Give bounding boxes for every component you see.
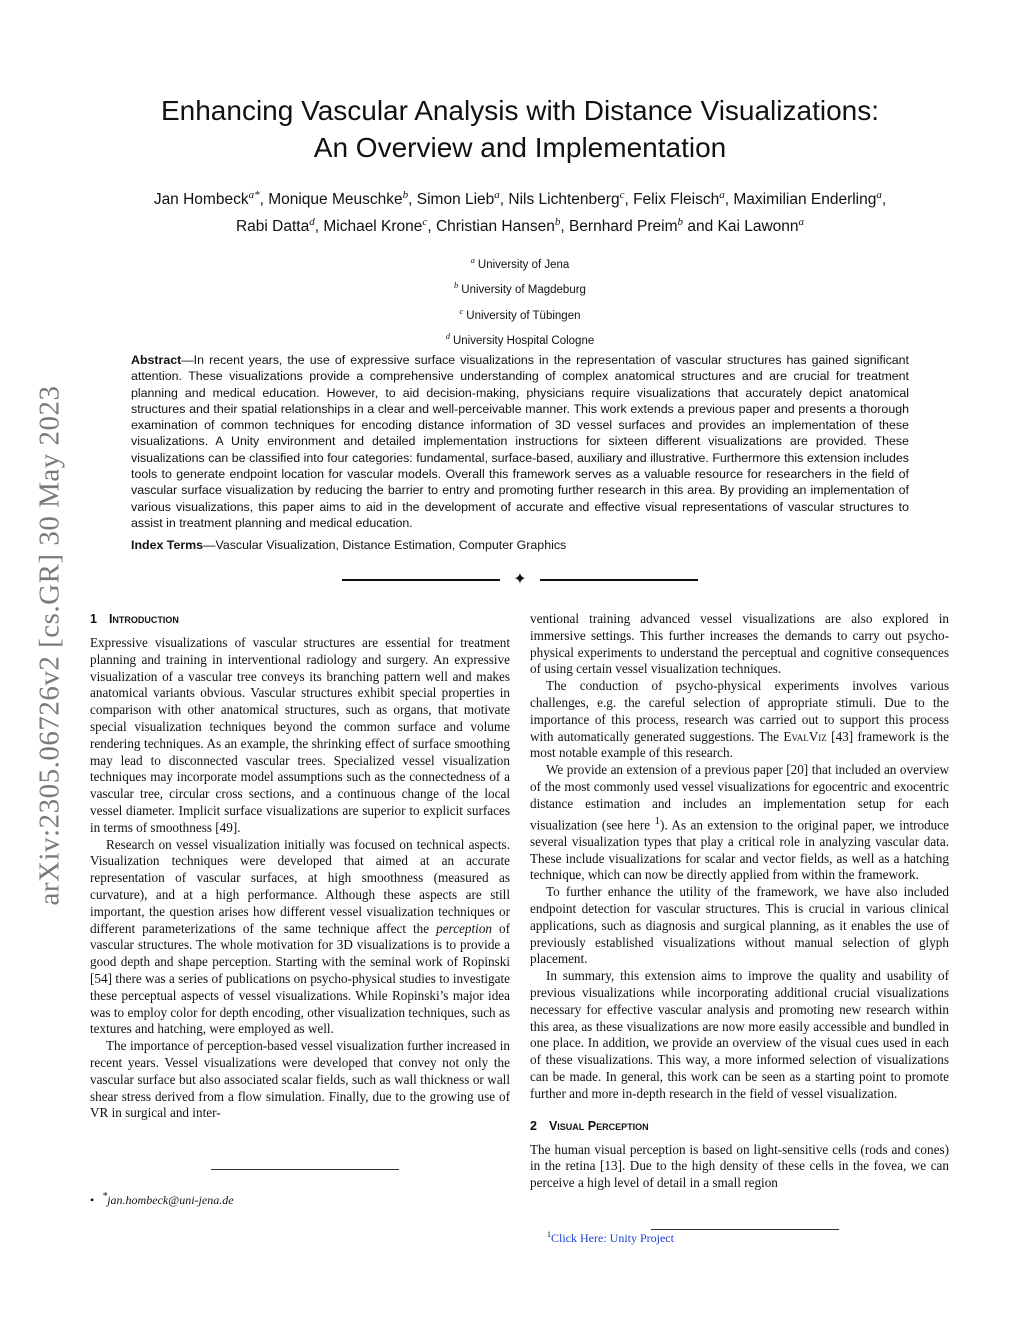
author-name: Maximilian Enderling bbox=[733, 191, 877, 209]
footnote-rule bbox=[211, 1169, 399, 1170]
affiliation bbox=[320, 250, 720, 275]
index-terms-label: Index Terms bbox=[131, 538, 204, 552]
author-name: Kai Lawonn bbox=[717, 218, 799, 236]
affiliation-mark: d bbox=[445, 330, 450, 341]
author-name: Simon Lieb bbox=[416, 191, 495, 209]
author-name: Christian Hansen bbox=[435, 218, 555, 236]
author-name: Nils Lichtenberg bbox=[508, 191, 620, 209]
author-affil-mark: a bbox=[876, 189, 882, 201]
author-name: Bernhard Preim bbox=[568, 218, 678, 236]
paragraph: The human visual perception is based on light-sensitive cells (rods and cones) in the retina [13]. Due to the high density of these cells in the fovea, we can perceive a high level of detail in a small region bbox=[530, 1141, 949, 1191]
emphasis: perception bbox=[436, 920, 493, 936]
footnote-email bbox=[90, 1191, 234, 1208]
section-heading-visual-perception bbox=[530, 1118, 949, 1134]
text-run: ). As an extension to the original paper, we introduce several visualization types that play a critical role in analyzing vascular data. These include visualizations for scalar and vector fields, as well as a hatching technique, which can now be directly applied from within the framework. bbox=[530, 816, 949, 883]
author-sep: , bbox=[408, 191, 417, 209]
text-run: We provide an extension of a previous paper [20] that included an overview of the most commonly used vessel visualizations for egocentric and exocentric distance estimation and includes an implementation setup for each visualization (see here bbox=[530, 762, 949, 832]
text-run: Research on vessel visualization initially was focused on technical aspects. Visualization techniques were developed that aimed at an accurate representation of vascular surfaces, at high smoothness (measured as curvature), and at a high performance. Although these aspects are still important, the question arises how different vessel visualization techniques or different parameterizations of the same technique affect the bbox=[90, 836, 510, 936]
divider-line-right bbox=[540, 579, 698, 581]
affiliation-mark: b bbox=[454, 280, 459, 291]
author-affil-mark: c bbox=[619, 189, 625, 201]
author-sep: and bbox=[683, 218, 718, 236]
paragraph: To further enhance the utility of the framework, we have also included endpoint detection for vascular structures. This is crucial in various clinical applications, such as diagnosis and surgical planning, as it enables the use of previously established visualizations without manual selection of glyph placement. bbox=[530, 884, 949, 967]
paragraph: The importance of perception-based vessel visualization further increased in recent years. Vessel visualizations were developed that convey not only the vascular surface but also associated scalar fields, such as wall thickness or wall shear stress derived from a flow simulation. Finally, due to the growing use of VR in surgical and inter- bbox=[90, 1038, 510, 1121]
arxiv-identifier-stamp bbox=[30, 345, 70, 945]
author-affil-mark: d bbox=[309, 216, 315, 229]
paragraph: Expressive visualizations of vascular structures are essential for treatment planning and training in interventional radiology and surgery. An expressive visualization of a vascular tree conveys its branching pattern well and makes anatomical variants obvious. Vascular structures exhibit special properties in comparison with other anatomical structures, such as organs, that motivate special visualization techniques beyond the common surface and volume rendering techniques. As an example, the shrinking effect of surface smoothing may lead to disconnected vascular trees. Specialized vessel visualization techniques may incorporate model assumptions such as the connectedness of a vascular tree, circular cross sections, and a continuous change of the local vessel diameter. Implicit surface visualizations are superior to explicit surfaces in terms of smoothness [49]. bbox=[90, 635, 510, 835]
text-run: The conduction of psycho-physical experiments involves various challenges, e.g. the careful selection of appropriate stimuli. Due to the importance of this process, research was carried out to support this process with automatically generated suggestions. The bbox=[530, 678, 949, 744]
author-affil-mark: b bbox=[554, 216, 561, 229]
author-name: Jan Hombeck bbox=[153, 191, 249, 209]
author-affil-mark: a bbox=[494, 189, 500, 201]
author-email[interactable]: jan.hombeck@uni-jena.de bbox=[107, 1193, 234, 1207]
footnote-mark: 1 bbox=[547, 1230, 551, 1239]
text-run: of vascular structures. The whole motivation for 3D visualizations is to provide a good depth and shape perception. Starting with the seminal work of Ropinski [54] there was a series of publications on psycho-physical studies to investigate these perceptual aspects of vessel visualizations. While Ropinski’s major idea was to employ color for depth encoding, other visualization techniques, such as textures and hatching, were employed as well. bbox=[90, 920, 510, 1037]
footnote-link bbox=[547, 1230, 674, 1246]
unity-project-link[interactable]: Click Here: Unity Project bbox=[551, 1231, 674, 1245]
text-run: [43] framework is the most notable example of this research. bbox=[530, 728, 949, 761]
author-sep: , bbox=[314, 218, 324, 236]
affiliation-name: University of Jena bbox=[477, 258, 570, 271]
author-name: Michael Krone bbox=[323, 218, 423, 236]
arxiv-stamp-text: arXiv:2305.06726v2 [cs.GR] 30 May 2023 bbox=[33, 384, 66, 906]
author-name: Felix Fleisch bbox=[633, 191, 720, 209]
affiliation bbox=[320, 301, 720, 326]
footnote-rule bbox=[651, 1229, 839, 1230]
author-affil-mark: c bbox=[422, 216, 428, 229]
author-sep: , bbox=[499, 191, 509, 209]
affiliation-mark: a bbox=[470, 255, 475, 265]
abstract-label: Abstract bbox=[131, 353, 182, 367]
abstract bbox=[131, 352, 909, 531]
affiliation-mark: c bbox=[459, 305, 464, 316]
title-line-1: Enhancing Vascular Analysis with Distance Visualizations: bbox=[160, 95, 879, 126]
section-number: 2 bbox=[530, 1118, 537, 1133]
author-sep: , bbox=[427, 218, 436, 236]
paragraph: In summary, this extension aims to improve the quality and usability of previous visualizations while incorporating additional crucial visualizations necessary for effective vascular analysis and promoting new research within this area, as these visualizations are now more easily accessible and bundled in one place. In addition, we provide an overview of the visual cues used in each of these visualizations. This way, a more informed selection of visualizations can be made. In general, this work can be seen as a starting point to promote further and more in-depth research in the field of vessel visualization. bbox=[530, 968, 949, 1101]
right-column bbox=[530, 611, 949, 1192]
index-terms-text: —Vascular Visualization, Distance Estimation, Computer Graphics bbox=[203, 538, 567, 552]
author-sep: , bbox=[724, 191, 734, 209]
paragraph bbox=[90, 837, 510, 1039]
section-heading-introduction bbox=[90, 611, 510, 627]
author-line-1 bbox=[100, 184, 940, 211]
affiliation-list bbox=[320, 250, 720, 351]
author-name: Rabi Datta bbox=[235, 218, 310, 236]
author-sep: , bbox=[560, 218, 569, 236]
footnote-mark: * bbox=[102, 1191, 108, 1202]
affiliation-name: University Hospital Cologne bbox=[452, 334, 595, 347]
author-sep: , bbox=[259, 191, 269, 209]
abstract-text: —In recent years, the use of expressive surface visualizations in the representation of vascular structures has gained significant attention. These visualizations provide a comprehensive understanding of complex anatomical structures and are crucial for treatment planning and medical education. However, to aid decision-making, physicians require visualizations that accurately depict anatomical structures and their spatial relationships in a clear and well-perceivable manner. This work extends a previous paper and presents a thorough examination of common techniques for encoding distance information of 3D vessel surfaces and provides an implementation of these visualizations. A Unity environment and detailed implementation instructions for sixteen different visualizations are provided. These visualizations can be classified into four categories: fundamental, surface-based, auxiliary and illustrative. Furthermore this extension includes tools to generate endpoint location for vascular models. Overall this framework serves as a valuable resource for researchers in the field of vascular surface visualization by reducing the barrier to entry and promoting further research in this area. By providing an implementation of various visualizations, this paper aims to aid in the development of accurate and effective visual representations of vascular structures to assist in treatment planning and medical education. bbox=[131, 353, 909, 530]
paragraph bbox=[530, 762, 949, 884]
author-sep: , bbox=[624, 191, 634, 209]
evalviz-name: EvalViz bbox=[783, 728, 827, 744]
author-list bbox=[100, 184, 940, 238]
paper-title bbox=[100, 92, 940, 166]
index-terms bbox=[131, 537, 909, 553]
section-title: Visual Perception bbox=[548, 1118, 649, 1133]
divider-line-left bbox=[342, 579, 500, 581]
left-column bbox=[90, 611, 510, 1122]
author-affil-mark: a bbox=[719, 189, 725, 201]
affiliation-name: University of Magdeburg bbox=[461, 284, 586, 297]
title-line-2: An Overview and Implementation bbox=[313, 132, 727, 163]
author-affil-mark: a* bbox=[248, 189, 260, 201]
author-line-2 bbox=[100, 211, 940, 238]
footnote-ref[interactable]: 1 bbox=[654, 814, 661, 827]
section-divider bbox=[342, 570, 698, 590]
author-sep: , bbox=[881, 191, 887, 209]
section-title: Introduction bbox=[108, 612, 179, 626]
author-affil-mark: a bbox=[798, 216, 805, 229]
bullet-icon: • bbox=[90, 1193, 95, 1207]
author-affil-mark: b bbox=[402, 189, 409, 201]
affiliation bbox=[320, 275, 720, 300]
affiliation bbox=[320, 326, 720, 351]
section-number: 1 bbox=[90, 612, 97, 626]
affiliation-name: University of Tübingen bbox=[466, 309, 581, 322]
paragraph: ventional training advanced vessel visualizations are also explored in immersive settings. This further increases the demands to carry out psycho-physical experiments to understand the perceptual and cognitive consequences of using certain vessel visualization techniques. bbox=[530, 611, 949, 677]
paragraph bbox=[530, 678, 949, 762]
author-affil-mark: b bbox=[677, 216, 684, 229]
divider-diamond-icon: ✦ bbox=[513, 571, 527, 588]
author-name: Monique Meuschke bbox=[268, 191, 403, 209]
